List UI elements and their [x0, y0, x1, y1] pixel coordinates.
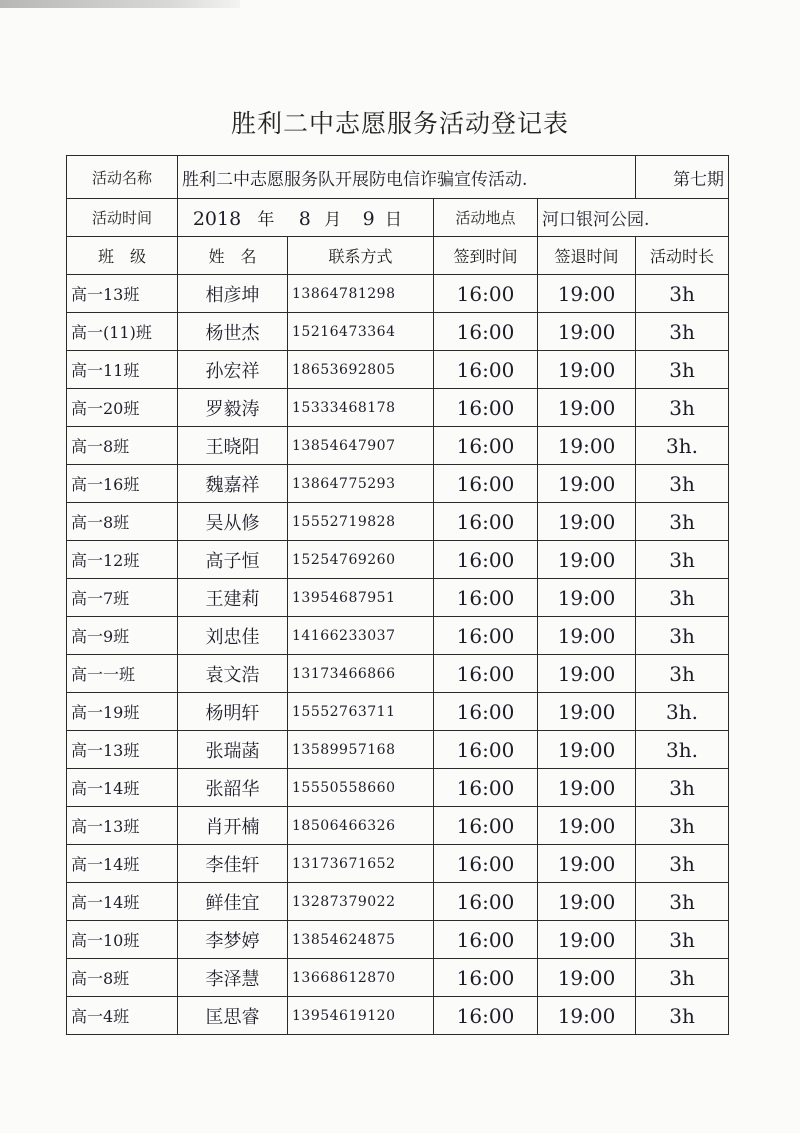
page-title: 胜利二中志愿服务活动登记表 — [230, 109, 569, 138]
checkin-cell: 16:00 — [434, 883, 538, 921]
table-row — [67, 275, 729, 313]
phone-cell: 13173671652 — [288, 845, 434, 883]
activity-date — [178, 199, 434, 237]
name-cell: 高子恒 — [178, 541, 288, 579]
class-cell: 高一14班 — [67, 845, 178, 883]
table-row — [67, 617, 729, 655]
col-header-name: 姓 名 — [178, 237, 288, 275]
table-row — [67, 845, 729, 883]
phone-cell: 15552719828 — [288, 503, 434, 541]
class-cell: 高一11班 — [67, 351, 178, 389]
table-row — [67, 883, 729, 921]
checkout-cell: 19:00 — [538, 883, 636, 921]
checkin-cell: 16:00 — [434, 693, 538, 731]
phone-cell: 13954687951 — [288, 579, 434, 617]
name-cell: 罗毅涛 — [178, 389, 288, 427]
duration-cell: 3h — [636, 845, 729, 883]
table-row — [67, 427, 729, 465]
phone-cell: 13854624875 — [288, 921, 434, 959]
phone-cell: 13668612870 — [288, 959, 434, 997]
checkin-cell: 16:00 — [434, 845, 538, 883]
duration-cell: 3h — [636, 655, 729, 693]
checkout-cell: 19:00 — [538, 313, 636, 351]
checkin-cell: 16:00 — [434, 465, 538, 503]
class-cell: 高一9班 — [67, 617, 178, 655]
date-day: 9 — [362, 208, 375, 230]
name-cell: 张韶华 — [178, 769, 288, 807]
name-cell: 张瑞菡 — [178, 731, 288, 769]
activity-name-value — [178, 156, 636, 199]
checkout-cell: 19:00 — [538, 731, 636, 769]
checkout-cell: 19:00 — [538, 275, 636, 313]
phone-cell: 13854647907 — [288, 427, 434, 465]
checkout-cell: 19:00 — [538, 503, 636, 541]
checkin-cell: 16:00 — [434, 807, 538, 845]
duration-cell: 3h — [636, 351, 729, 389]
phone-cell: 13589957168 — [288, 731, 434, 769]
name-cell: 匡思睿 — [178, 997, 288, 1035]
checkin-cell: 16:00 — [434, 389, 538, 427]
table-row — [67, 579, 729, 617]
table-row — [67, 731, 729, 769]
checkout-cell: 19:00 — [538, 655, 636, 693]
activity-location-text: 河口银河公园. — [542, 210, 650, 230]
class-cell: 高一8班 — [67, 427, 178, 465]
duration-cell: 3h — [636, 503, 729, 541]
phone-cell: 13287379022 — [288, 883, 434, 921]
duration-cell: 3h. — [636, 731, 729, 769]
name-cell: 鲜佳宜 — [178, 883, 288, 921]
name-cell: 王建莉 — [178, 579, 288, 617]
checkout-cell: 19:00 — [538, 959, 636, 997]
col-header-class: 班 级 — [67, 237, 178, 275]
duration-cell: 3h — [636, 769, 729, 807]
table-row — [67, 313, 729, 351]
activity-name-text: 胜利二中志愿服务队开展防电信诈骗宣传活动. — [182, 169, 528, 190]
activity-location-value — [538, 199, 729, 237]
name-cell: 杨明轩 — [178, 693, 288, 731]
checkin-cell: 16:00 — [434, 617, 538, 655]
table-row — [67, 807, 729, 845]
phone-cell: 18506466326 — [288, 807, 434, 845]
col-header-checkin: 签到时间 — [434, 237, 538, 275]
activity-time-row — [67, 199, 729, 237]
checkin-cell: 16:00 — [434, 351, 538, 389]
table-row — [67, 655, 729, 693]
date-day-unit: 日 — [385, 210, 403, 230]
scan-edge-strip — [0, 0, 240, 8]
name-cell: 李泽慧 — [178, 959, 288, 997]
checkin-cell: 16:00 — [434, 579, 538, 617]
name-cell: 吴从修 — [178, 503, 288, 541]
phone-cell: 13864775293 — [288, 465, 434, 503]
table-row — [67, 921, 729, 959]
checkout-cell: 19:00 — [538, 997, 636, 1035]
table-row — [67, 351, 729, 389]
name-cell: 李佳轩 — [178, 845, 288, 883]
checkout-cell: 19:00 — [538, 465, 636, 503]
checkin-cell: 16:00 — [434, 959, 538, 997]
duration-cell: 3h — [636, 921, 729, 959]
class-cell: 高一7班 — [67, 579, 178, 617]
checkout-cell: 19:00 — [538, 427, 636, 465]
checkin-cell: 16:00 — [434, 541, 538, 579]
activity-time-label: 活动时间 — [67, 199, 178, 237]
date-year-unit: 年 — [257, 210, 275, 230]
class-cell: 高一16班 — [67, 465, 178, 503]
column-header-row — [67, 237, 729, 275]
checkin-cell: 16:00 — [434, 997, 538, 1035]
checkout-cell: 19:00 — [538, 389, 636, 427]
checkin-cell: 16:00 — [434, 313, 538, 351]
name-cell: 肖开楠 — [178, 807, 288, 845]
phone-cell: 15333468178 — [288, 389, 434, 427]
name-cell: 魏嘉祥 — [178, 465, 288, 503]
duration-cell: 3h — [636, 807, 729, 845]
duration-cell: 3h — [636, 959, 729, 997]
phone-cell: 15254769260 — [288, 541, 434, 579]
checkout-cell: 19:00 — [538, 351, 636, 389]
class-cell: 高一10班 — [67, 921, 178, 959]
class-cell: 高一4班 — [67, 997, 178, 1035]
checkin-cell: 16:00 — [434, 769, 538, 807]
class-cell: 高一14班 — [67, 769, 178, 807]
checkin-cell: 16:00 — [434, 655, 538, 693]
phone-cell: 18653692805 — [288, 351, 434, 389]
col-header-duration: 活动时长 — [636, 237, 729, 275]
class-cell: 高一(11)班 — [67, 313, 178, 351]
checkout-cell: 19:00 — [538, 693, 636, 731]
name-cell: 相彦坤 — [178, 275, 288, 313]
date-month-unit: 月 — [324, 210, 342, 230]
name-cell: 杨世杰 — [178, 313, 288, 351]
duration-cell: 3h — [636, 579, 729, 617]
table-row — [67, 693, 729, 731]
duration-cell: 3h — [636, 465, 729, 503]
phone-cell: 14166233037 — [288, 617, 434, 655]
checkout-cell: 19:00 — [538, 579, 636, 617]
registration-table — [66, 155, 729, 1035]
col-header-phone: 联系方式 — [288, 237, 434, 275]
col-header-checkout: 签退时间 — [538, 237, 636, 275]
activity-name-label: 活动名称 — [67, 156, 178, 199]
table-row — [67, 389, 729, 427]
duration-cell: 3h — [636, 389, 729, 427]
checkin-cell: 16:00 — [434, 731, 538, 769]
class-cell: 高一8班 — [67, 503, 178, 541]
date-month: 8 — [298, 208, 311, 230]
name-cell: 李梦婷 — [178, 921, 288, 959]
phone-cell: 15216473364 — [288, 313, 434, 351]
checkout-cell: 19:00 — [538, 617, 636, 655]
checkout-cell: 19:00 — [538, 921, 636, 959]
class-cell: 高一12班 — [67, 541, 178, 579]
issue-number: 第七期 — [636, 156, 729, 199]
checkout-cell: 19:00 — [538, 807, 636, 845]
name-cell: 王晓阳 — [178, 427, 288, 465]
checkin-cell: 16:00 — [434, 427, 538, 465]
table-row — [67, 769, 729, 807]
class-cell: 高一13班 — [67, 731, 178, 769]
table-row — [67, 503, 729, 541]
checkin-cell: 16:00 — [434, 275, 538, 313]
duration-cell: 3h. — [636, 693, 729, 731]
duration-cell: 3h — [636, 541, 729, 579]
checkout-cell: 19:00 — [538, 769, 636, 807]
phone-cell: 13954619120 — [288, 997, 434, 1035]
phone-cell: 13864781298 — [288, 275, 434, 313]
class-cell: 高一13班 — [67, 807, 178, 845]
class-cell: 高一20班 — [67, 389, 178, 427]
checkin-cell: 16:00 — [434, 921, 538, 959]
duration-cell: 3h — [636, 275, 729, 313]
duration-cell: 3h — [636, 313, 729, 351]
activity-location-label: 活动地点 — [434, 199, 538, 237]
duration-cell: 3h — [636, 883, 729, 921]
activity-name-row — [67, 156, 729, 199]
name-cell: 孙宏祥 — [178, 351, 288, 389]
name-cell: 袁文浩 — [178, 655, 288, 693]
phone-cell: 15550558660 — [288, 769, 434, 807]
table-row — [67, 465, 729, 503]
table-row — [67, 541, 729, 579]
name-cell: 刘忠佳 — [178, 617, 288, 655]
phone-cell: 15552763711 — [288, 693, 434, 731]
class-cell: 高一19班 — [67, 693, 178, 731]
checkout-cell: 19:00 — [538, 845, 636, 883]
checkin-cell: 16:00 — [434, 503, 538, 541]
class-cell: 高一一班 — [67, 655, 178, 693]
table-row — [67, 959, 729, 997]
checkout-cell: 19:00 — [538, 541, 636, 579]
duration-cell: 3h — [636, 617, 729, 655]
duration-cell: 3h — [636, 997, 729, 1035]
class-cell: 高一8班 — [67, 959, 178, 997]
date-year: 2018 — [192, 208, 242, 230]
phone-cell: 13173466866 — [288, 655, 434, 693]
class-cell: 高一13班 — [67, 275, 178, 313]
duration-cell: 3h. — [636, 427, 729, 465]
class-cell: 高一14班 — [67, 883, 178, 921]
table-row — [67, 997, 729, 1035]
